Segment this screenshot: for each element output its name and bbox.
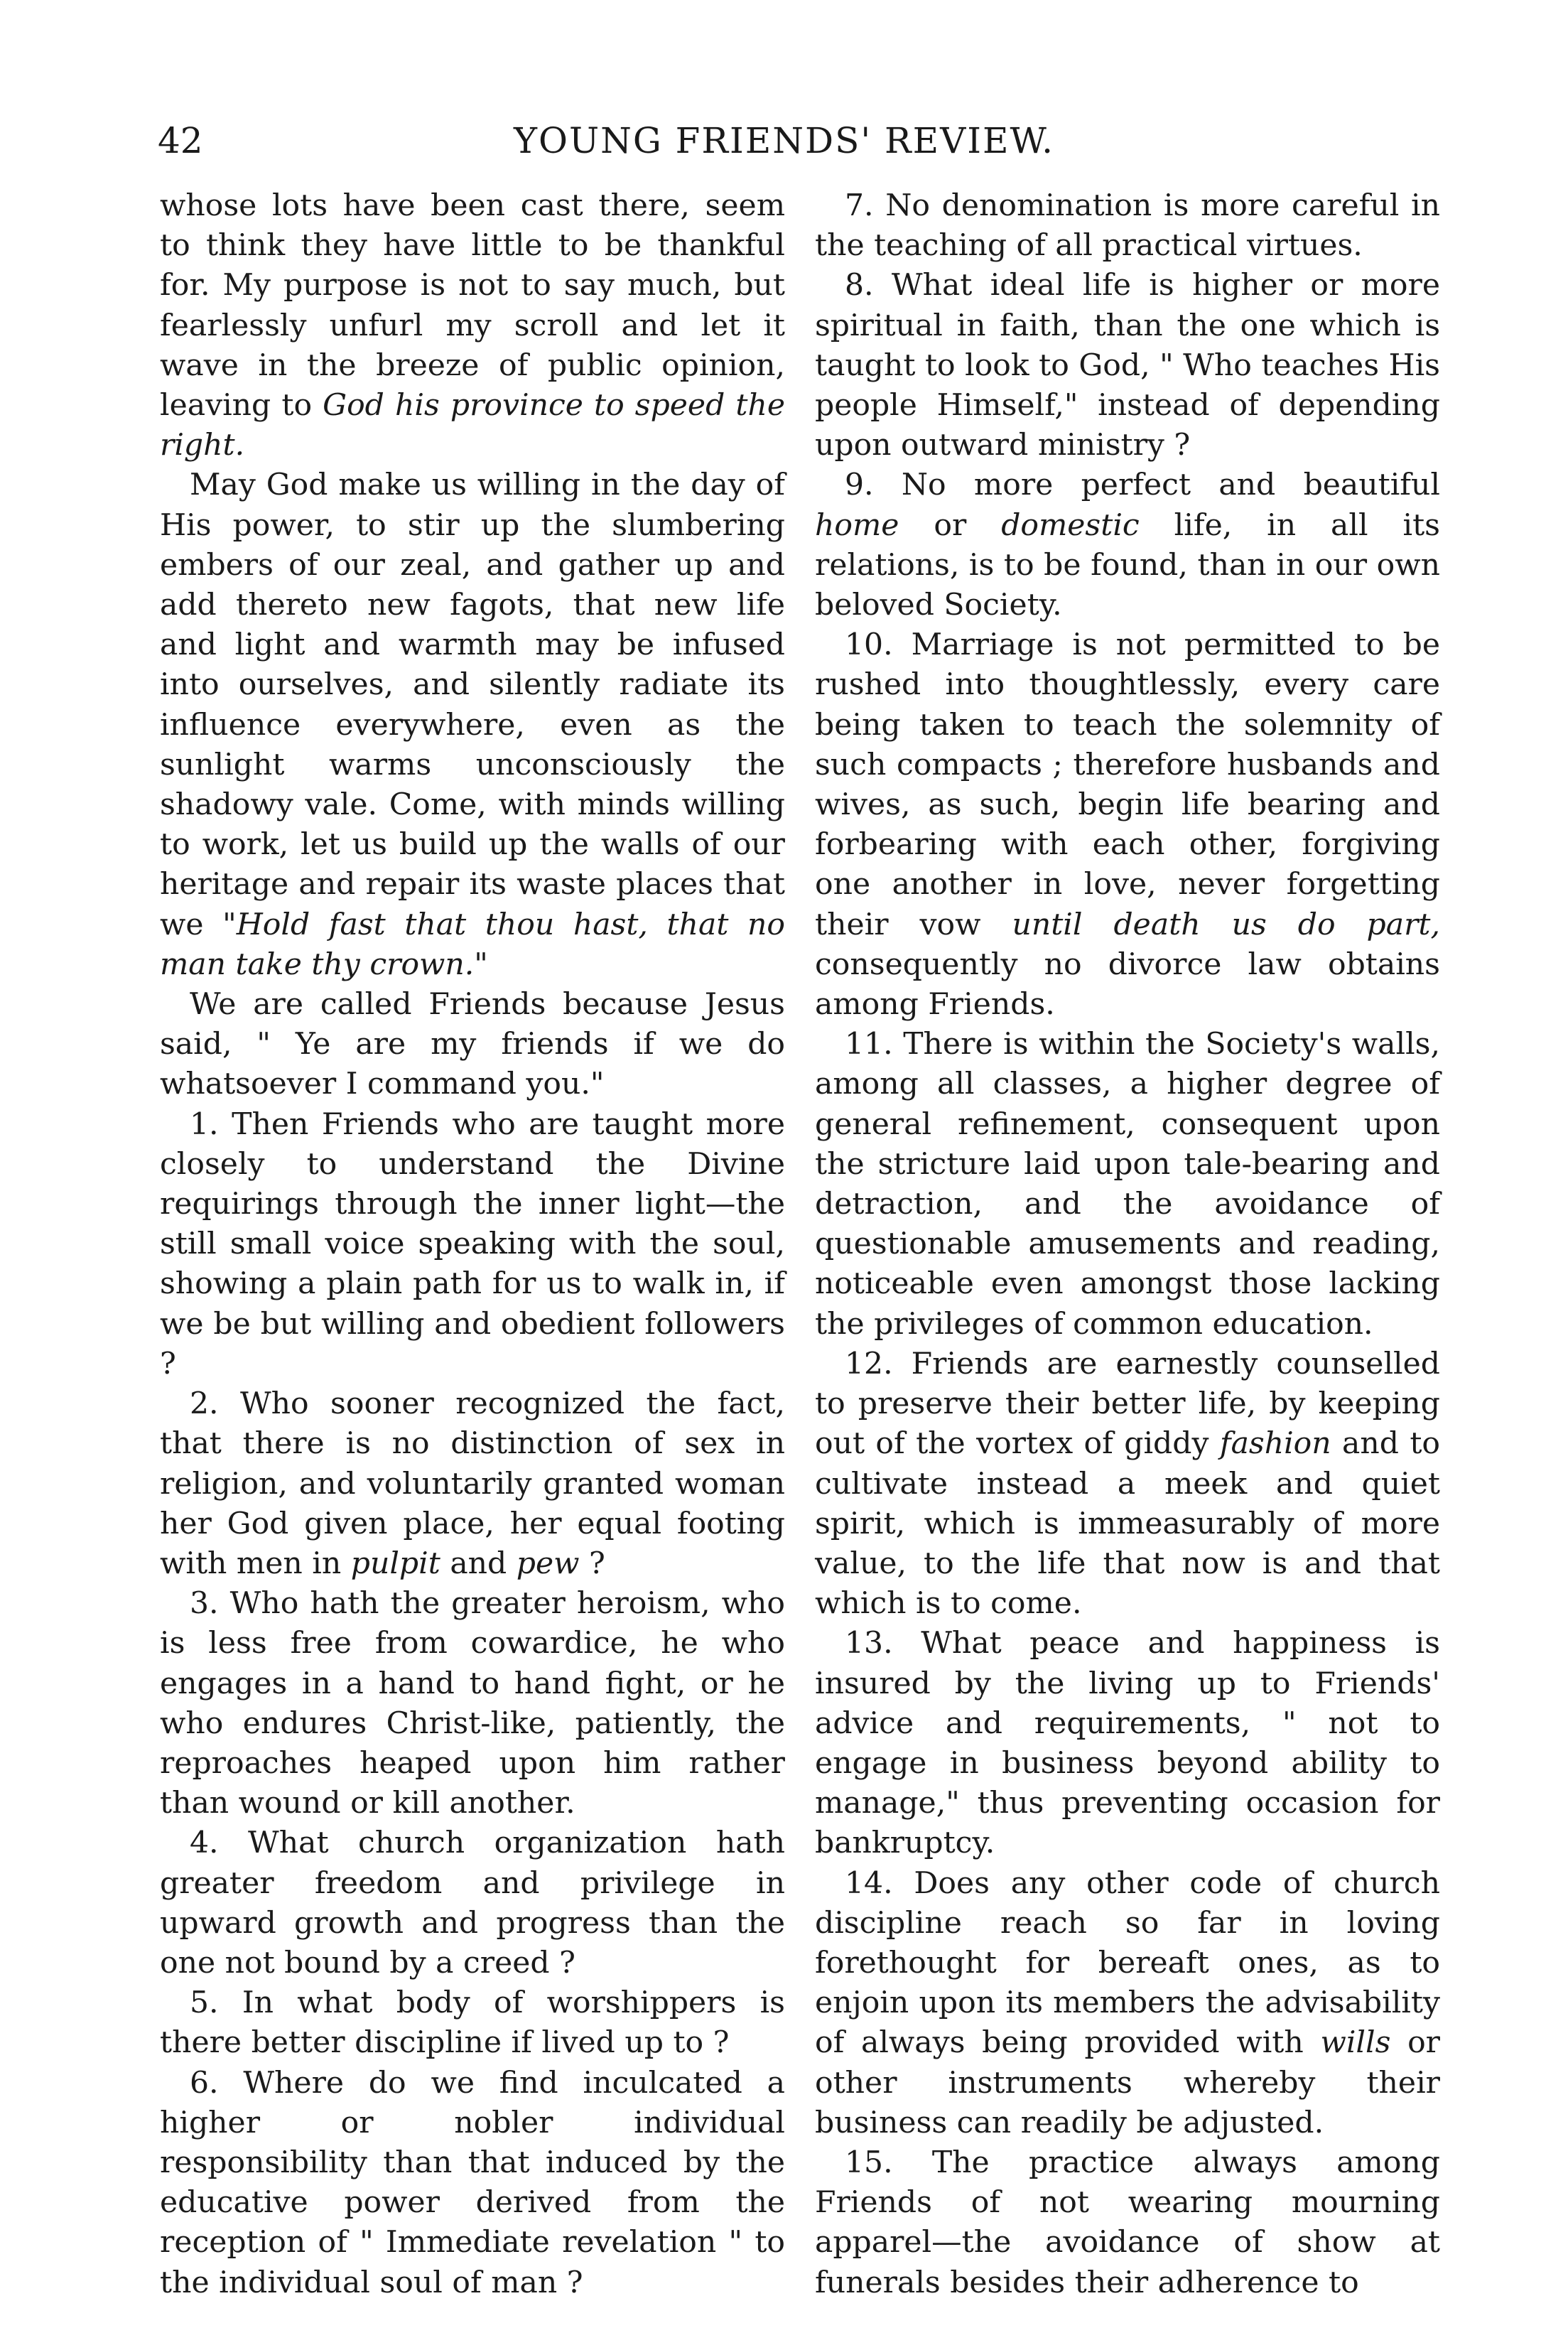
running-head: YOUNG FRIENDS' REVIEW. <box>513 120 1055 161</box>
list-item: 10. Marriage is not permitted to be rushed into thoughtlessly, every care being taken to teach the solemnity of such compacts ; therefore husbands and wives, as such, begin life bearing and forbearing with each other, forgiving one another in love, never forgetting their vow until death us do part, consequently no divorce law obtains among Friends. <box>815 627 1440 1023</box>
paragraph: whose lots have been cast there, seem to think they have little to be thankful for. My purpose is not to say much, but fearlessly unfurl my scroll and let it wave in the breeze of public opinion, leaving to God his province to speed the right. <box>160 188 785 463</box>
list-item: 4. What church organization hath greater freedom and privilege in upward growth and progress than the one not bound by a creed ? <box>160 1826 785 1980</box>
list-item: 6. Where do we find inculcated a higher or nobler individual responsibility than that induced by the educative power derived from the reception of " Immediate revelation " to the individual soul of man ? <box>160 2065 785 2300</box>
list-item: 8. What ideal life is higher or more spiritual in faith, than the one which is taught to look to God, " Who teaches His people Himself," instead of depending upon outward ministry ? <box>815 268 1440 463</box>
list-item: 1. Then Friends who are taught more closely to understand the Divine requirings through the inner light—the still small voice speaking with the soul, showing a plain path for us to walk in, if we be but willing and obedient followers ? <box>160 1106 785 1381</box>
list-item: 9. No more perfect and beautiful home or domestic life, in all its relations, is to be found, than in our own beloved Society. <box>815 468 1440 623</box>
list-item: 13. What peace and happiness is insured by the living up to Friends' advice and requirements, " not to engage in business beyond ability to manage," thus preventing occasion for bankruptcy. <box>815 1626 1440 1861</box>
paragraph: May God make us willing in the day of His power, to stir up the slumbering embers of our zeal, and gather up and add thereto new fagots, that new life and light and warmth may be infused into ourselves, and silently radiate its influence everywhere, even as the sunlight warms unconsciously the shadowy vale. Come, with minds willing to work, let us build up the walls of our heritage and repair its waste places that we "Hold fast that thou hast, that no man take thy crown." <box>160 468 785 982</box>
left-column <box>160 186 785 2303</box>
list-item: 15. The practice always among Friends of not wearing mourning apparel—the avoidance of show at funerals besides their adherence to <box>815 2145 1440 2300</box>
list-item: 14. Does any other code of church discipline reach so far in loving forethought for bereaft ones, as to enjoin upon its members the advisability of always being provided with wills or other instruments whereby their business can readily be adjusted. <box>815 1865 1440 2140</box>
list-item: 12. Friends are earnestly counselled to preserve their better life, by keeping out of the vortex of giddy fashion and to cultivate instead a meek and quiet spirit, which is immeasurably of more value, to the life that now is and that which is to come. <box>815 1346 1440 1622</box>
right-column <box>815 186 1440 2303</box>
list-item: 2. Who sooner recognized the fact, that there is no distinction of sex in religion, and voluntarily granted woman her God given place, her equal footing with men in pulpit and pew ? <box>160 1386 785 1581</box>
list-item: 5. In what body of worshippers is there better discipline if lived up to ? <box>160 1985 785 2061</box>
list-item: 7. No denomination is more careful in the teaching of all practical virtues. <box>815 188 1440 264</box>
page-number: 42 <box>158 120 203 161</box>
list-item: 11. There is within the Society's walls, among all classes, a higher degree of general refinement, consequent upon the stricture laid upon tale-bearing and detraction, and the avoidance of questionable amusements and reading, noticeable even amongst those lacking the privileges of common education. <box>815 1027 1440 1342</box>
list-item: 3. Who hath the greater heroism, who is less free from cowardice, he who engages in a hand to hand fight, or he who endures Christ-like, patiently, the reproaches heaped upon him rather than wound or kill another. <box>160 1586 785 1821</box>
paragraph: We are called Friends because Jesus said, " Ye are my friends if we do whatsoever I command you." <box>160 987 785 1102</box>
